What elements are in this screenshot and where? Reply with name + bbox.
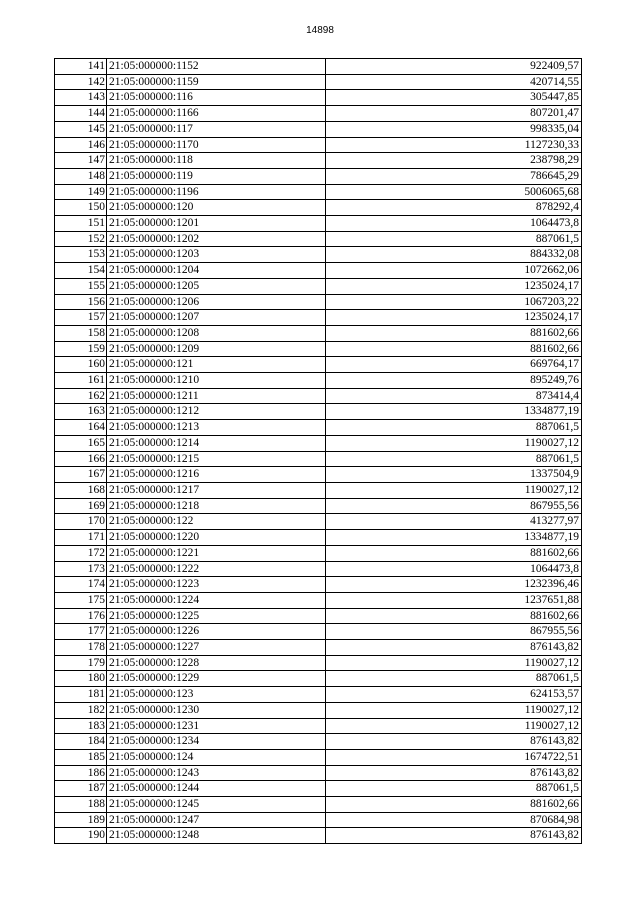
cadastral-value: 1064473,8 bbox=[326, 216, 582, 232]
cadastral-number: 21:05:000000:1152 bbox=[107, 59, 326, 75]
table-row bbox=[55, 231, 582, 247]
cadastral-value: 420714,55 bbox=[326, 74, 582, 90]
cadastral-number: 21:05:000000:1244 bbox=[107, 781, 326, 797]
cadastral-value: 884332,08 bbox=[326, 247, 582, 263]
row-number: 178 bbox=[55, 640, 107, 656]
cadastral-value: 1072662,06 bbox=[326, 263, 582, 279]
table-row bbox=[55, 216, 582, 232]
cadastral-value: 786645,29 bbox=[326, 168, 582, 184]
cadastral-value: 887061,5 bbox=[326, 231, 582, 247]
row-number: 145 bbox=[55, 121, 107, 137]
table-row bbox=[55, 420, 582, 436]
cadastral-value: 881602,66 bbox=[326, 341, 582, 357]
table-row bbox=[55, 121, 582, 137]
table-row bbox=[55, 655, 582, 671]
cadastral-value: 1334877,19 bbox=[326, 530, 582, 546]
cadastral-number: 21:05:000000:1243 bbox=[107, 765, 326, 781]
cadastral-number: 21:05:000000:1203 bbox=[107, 247, 326, 263]
row-number: 165 bbox=[55, 435, 107, 451]
cadastral-number: 21:05:000000:119 bbox=[107, 168, 326, 184]
cadastral-value: 1190027,12 bbox=[326, 435, 582, 451]
table-row bbox=[55, 640, 582, 656]
cadastral-value: 998335,04 bbox=[326, 121, 582, 137]
row-number: 187 bbox=[55, 781, 107, 797]
cadastral-number: 21:05:000000:120 bbox=[107, 200, 326, 216]
cadastral-number: 21:05:000000:1245 bbox=[107, 797, 326, 813]
table-row bbox=[55, 247, 582, 263]
cadastral-number: 21:05:000000:1221 bbox=[107, 545, 326, 561]
table-row bbox=[55, 577, 582, 593]
table-row bbox=[55, 106, 582, 122]
cadastral-number: 21:05:000000:1166 bbox=[107, 106, 326, 122]
row-number: 171 bbox=[55, 530, 107, 546]
cadastral-number: 21:05:000000:1201 bbox=[107, 216, 326, 232]
cadastral-value: 887061,5 bbox=[326, 420, 582, 436]
page-number: 14898 bbox=[306, 25, 334, 36]
cadastral-number: 21:05:000000:1223 bbox=[107, 577, 326, 593]
cadastral-value: 881602,66 bbox=[326, 545, 582, 561]
cadastral-value: 867955,56 bbox=[326, 498, 582, 514]
row-number: 182 bbox=[55, 702, 107, 718]
row-number: 144 bbox=[55, 106, 107, 122]
cadastral-value: 1237651,88 bbox=[326, 592, 582, 608]
table-row bbox=[55, 781, 582, 797]
row-number: 152 bbox=[55, 231, 107, 247]
table-row bbox=[55, 325, 582, 341]
row-number: 155 bbox=[55, 278, 107, 294]
row-number: 157 bbox=[55, 310, 107, 326]
row-number: 141 bbox=[55, 59, 107, 75]
cadastral-value: 887061,5 bbox=[326, 671, 582, 687]
row-number: 167 bbox=[55, 467, 107, 483]
table-row bbox=[55, 482, 582, 498]
cadastral-value: 1190027,12 bbox=[326, 482, 582, 498]
cadastral-value: 887061,5 bbox=[326, 451, 582, 467]
table-row bbox=[55, 828, 582, 844]
row-number: 179 bbox=[55, 655, 107, 671]
row-number: 162 bbox=[55, 388, 107, 404]
cadastral-number: 21:05:000000:1217 bbox=[107, 482, 326, 498]
row-number: 181 bbox=[55, 687, 107, 703]
cadastral-value: 1067203,22 bbox=[326, 294, 582, 310]
cadastral-number: 21:05:000000:1234 bbox=[107, 734, 326, 750]
table-row bbox=[55, 624, 582, 640]
cadastral-value: 881602,66 bbox=[326, 325, 582, 341]
cadastral-value: 807201,47 bbox=[326, 106, 582, 122]
table-row bbox=[55, 514, 582, 530]
row-number: 183 bbox=[55, 718, 107, 734]
cadastral-value: 922409,57 bbox=[326, 59, 582, 75]
cadastral-value: 1334877,19 bbox=[326, 404, 582, 420]
row-number: 166 bbox=[55, 451, 107, 467]
table-row bbox=[55, 812, 582, 828]
table-row bbox=[55, 137, 582, 153]
cadastral-value: 1674722,51 bbox=[326, 749, 582, 765]
cadastral-number: 21:05:000000:1206 bbox=[107, 294, 326, 310]
cadastral-number: 21:05:000000:1208 bbox=[107, 325, 326, 341]
cadastral-value: 881602,66 bbox=[326, 608, 582, 624]
table-row bbox=[55, 451, 582, 467]
cadastral-number: 21:05:000000:1159 bbox=[107, 74, 326, 90]
cadastral-value: 305447,85 bbox=[326, 90, 582, 106]
row-number: 173 bbox=[55, 561, 107, 577]
table-row bbox=[55, 687, 582, 703]
table-row bbox=[55, 671, 582, 687]
cadastral-number: 21:05:000000:1216 bbox=[107, 467, 326, 483]
cadastral-number: 21:05:000000:1247 bbox=[107, 812, 326, 828]
row-number: 153 bbox=[55, 247, 107, 263]
table-row bbox=[55, 435, 582, 451]
table-row bbox=[55, 341, 582, 357]
table-row bbox=[55, 718, 582, 734]
table-row bbox=[55, 357, 582, 373]
cadastral-value: 1232396,46 bbox=[326, 577, 582, 593]
cadastral-value: 867955,56 bbox=[326, 624, 582, 640]
cadastral-number: 21:05:000000:116 bbox=[107, 90, 326, 106]
table-row bbox=[55, 373, 582, 389]
cadastral-value: 669764,17 bbox=[326, 357, 582, 373]
cadastral-value: 624153,57 bbox=[326, 687, 582, 703]
cadastral-value: 1127230,33 bbox=[326, 137, 582, 153]
cadastral-value: 895249,76 bbox=[326, 373, 582, 389]
cadastral-number: 21:05:000000:1224 bbox=[107, 592, 326, 608]
table-row bbox=[55, 498, 582, 514]
cadastral-number: 21:05:000000:1218 bbox=[107, 498, 326, 514]
row-number: 161 bbox=[55, 373, 107, 389]
row-number: 147 bbox=[55, 153, 107, 169]
cadastral-value: 873414,4 bbox=[326, 388, 582, 404]
cadastral-number: 21:05:000000:1214 bbox=[107, 435, 326, 451]
table-row bbox=[55, 294, 582, 310]
table-row bbox=[55, 59, 582, 75]
cadastral-number: 21:05:000000:1170 bbox=[107, 137, 326, 153]
cadastral-number: 21:05:000000:1213 bbox=[107, 420, 326, 436]
cadastral-number: 21:05:000000:118 bbox=[107, 153, 326, 169]
cadastral-number: 21:05:000000:1211 bbox=[107, 388, 326, 404]
row-number: 159 bbox=[55, 341, 107, 357]
row-number: 176 bbox=[55, 608, 107, 624]
table-row bbox=[55, 263, 582, 279]
cadastral-number: 21:05:000000:1230 bbox=[107, 702, 326, 718]
cadastral-number: 21:05:000000:1220 bbox=[107, 530, 326, 546]
cadastral-number: 21:05:000000:1248 bbox=[107, 828, 326, 844]
cadastral-value-table bbox=[54, 58, 582, 844]
row-number: 175 bbox=[55, 592, 107, 608]
cadastral-number: 21:05:000000:1228 bbox=[107, 655, 326, 671]
cadastral-number: 21:05:000000:1215 bbox=[107, 451, 326, 467]
cadastral-value: 876143,82 bbox=[326, 640, 582, 656]
table-row bbox=[55, 200, 582, 216]
row-number: 174 bbox=[55, 577, 107, 593]
row-number: 151 bbox=[55, 216, 107, 232]
table-row bbox=[55, 592, 582, 608]
cadastral-value: 881602,66 bbox=[326, 797, 582, 813]
cadastral-number: 21:05:000000:117 bbox=[107, 121, 326, 137]
cadastral-number: 21:05:000000:1209 bbox=[107, 341, 326, 357]
cadastral-number: 21:05:000000:1204 bbox=[107, 263, 326, 279]
cadastral-number: 21:05:000000:122 bbox=[107, 514, 326, 530]
table-row bbox=[55, 310, 582, 326]
cadastral-number: 21:05:000000:1205 bbox=[107, 278, 326, 294]
row-number: 189 bbox=[55, 812, 107, 828]
row-number: 172 bbox=[55, 545, 107, 561]
table-row bbox=[55, 561, 582, 577]
row-number: 170 bbox=[55, 514, 107, 530]
table-row bbox=[55, 388, 582, 404]
table-row bbox=[55, 749, 582, 765]
cadastral-value: 876143,82 bbox=[326, 828, 582, 844]
cadastral-value: 1190027,12 bbox=[326, 718, 582, 734]
cadastral-value: 870684,98 bbox=[326, 812, 582, 828]
row-number: 190 bbox=[55, 828, 107, 844]
row-number: 156 bbox=[55, 294, 107, 310]
cadastral-number: 21:05:000000:1196 bbox=[107, 184, 326, 200]
cadastral-value: 1337504,9 bbox=[326, 467, 582, 483]
cadastral-value: 1235024,17 bbox=[326, 278, 582, 294]
table-row bbox=[55, 467, 582, 483]
cadastral-value: 887061,5 bbox=[326, 781, 582, 797]
table-row bbox=[55, 74, 582, 90]
cadastral-value: 876143,82 bbox=[326, 765, 582, 781]
table-row bbox=[55, 702, 582, 718]
cadastral-value: 1190027,12 bbox=[326, 655, 582, 671]
cadastral-number: 21:05:000000:1229 bbox=[107, 671, 326, 687]
cadastral-number: 21:05:000000:1231 bbox=[107, 718, 326, 734]
row-number: 143 bbox=[55, 90, 107, 106]
cadastral-number: 21:05:000000:1227 bbox=[107, 640, 326, 656]
cadastral-value: 1190027,12 bbox=[326, 702, 582, 718]
table-row bbox=[55, 153, 582, 169]
row-number: 188 bbox=[55, 797, 107, 813]
cadastral-number: 21:05:000000:1222 bbox=[107, 561, 326, 577]
row-number: 169 bbox=[55, 498, 107, 514]
cadastral-value: 238798,29 bbox=[326, 153, 582, 169]
cadastral-number: 21:05:000000:1202 bbox=[107, 231, 326, 247]
cadastral-number: 21:05:000000:124 bbox=[107, 749, 326, 765]
table-row bbox=[55, 530, 582, 546]
cadastral-number: 21:05:000000:1225 bbox=[107, 608, 326, 624]
table-row bbox=[55, 734, 582, 750]
cadastral-value: 876143,82 bbox=[326, 734, 582, 750]
table-row bbox=[55, 765, 582, 781]
cadastral-value: 878292,4 bbox=[326, 200, 582, 216]
cadastral-value: 413277,97 bbox=[326, 514, 582, 530]
table-row bbox=[55, 278, 582, 294]
row-number: 148 bbox=[55, 168, 107, 184]
row-number: 150 bbox=[55, 200, 107, 216]
cadastral-number: 21:05:000000:121 bbox=[107, 357, 326, 373]
table-row bbox=[55, 608, 582, 624]
cadastral-number: 21:05:000000:123 bbox=[107, 687, 326, 703]
cadastral-number: 21:05:000000:1207 bbox=[107, 310, 326, 326]
row-number: 186 bbox=[55, 765, 107, 781]
table-row bbox=[55, 404, 582, 420]
row-number: 184 bbox=[55, 734, 107, 750]
cadastral-value: 1064473,8 bbox=[326, 561, 582, 577]
table-row bbox=[55, 168, 582, 184]
row-number: 180 bbox=[55, 671, 107, 687]
cadastral-number: 21:05:000000:1210 bbox=[107, 373, 326, 389]
row-number: 163 bbox=[55, 404, 107, 420]
cadastral-number: 21:05:000000:1212 bbox=[107, 404, 326, 420]
table-body bbox=[55, 59, 582, 844]
row-number: 185 bbox=[55, 749, 107, 765]
row-number: 154 bbox=[55, 263, 107, 279]
row-number: 164 bbox=[55, 420, 107, 436]
row-number: 160 bbox=[55, 357, 107, 373]
row-number: 168 bbox=[55, 482, 107, 498]
row-number: 142 bbox=[55, 74, 107, 90]
table-row bbox=[55, 184, 582, 200]
table-row bbox=[55, 545, 582, 561]
cadastral-value: 1235024,17 bbox=[326, 310, 582, 326]
row-number: 149 bbox=[55, 184, 107, 200]
row-number: 146 bbox=[55, 137, 107, 153]
cadastral-number: 21:05:000000:1226 bbox=[107, 624, 326, 640]
row-number: 158 bbox=[55, 325, 107, 341]
row-number: 177 bbox=[55, 624, 107, 640]
table-row bbox=[55, 90, 582, 106]
cadastral-value: 5006065,68 bbox=[326, 184, 582, 200]
table-row bbox=[55, 797, 582, 813]
